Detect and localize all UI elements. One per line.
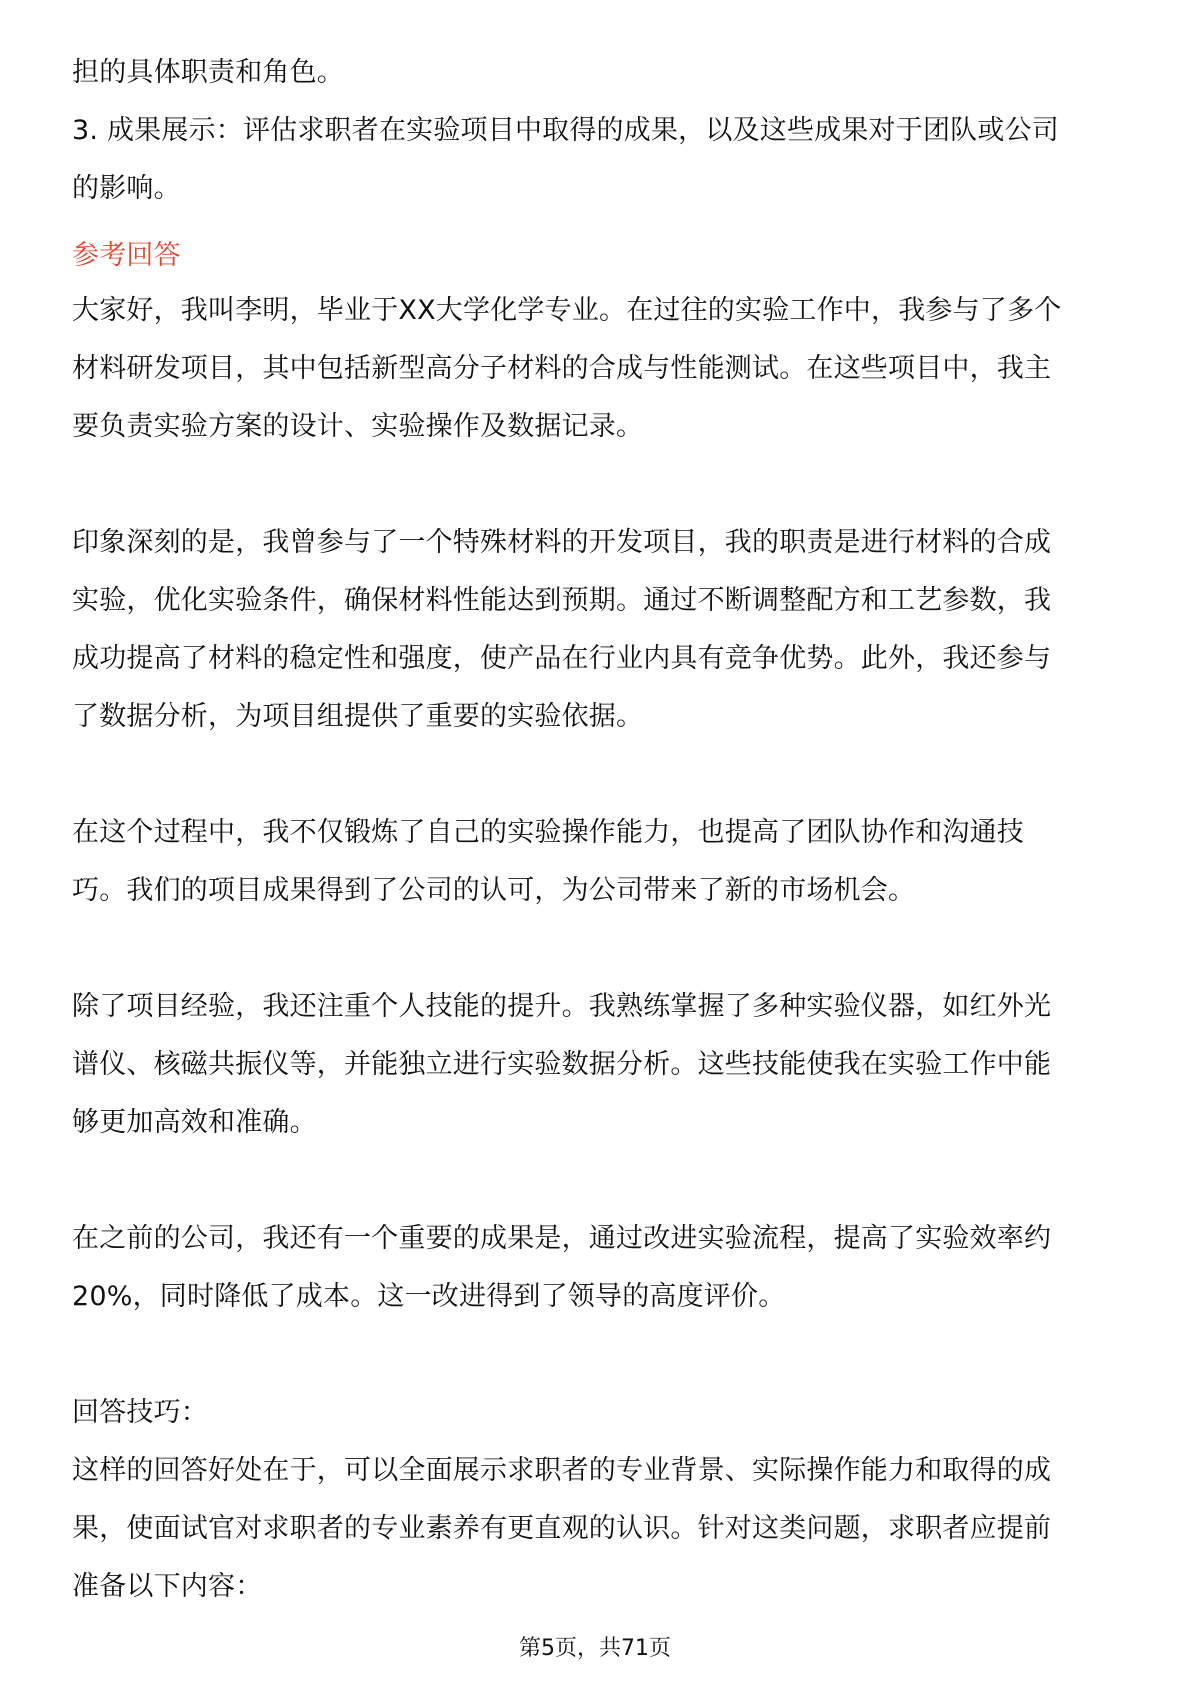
text-line: 在之前的公司，我还有一个重要的成果是，通过改进实验流程，提高了实验效率约 — [72, 1223, 1052, 1254]
answer-paragraph — [72, 282, 1122, 456]
text-line: 大家好，我叫李明，毕业于XX大学化学专业。在过往的实验工作中，我参与了多个 — [72, 295, 1062, 326]
answer-paragraph — [72, 978, 1122, 1152]
text-line: 要负责实验方案的设计、实验操作及数据记录。 — [72, 411, 644, 442]
text-line: 谱仪、核磁共振仪等，并能独立进行实验数据分析。这些技能使我在实验工作中能 — [72, 1049, 1052, 1080]
text-line: 20%，同时降低了成本。这一改进得到了领导的高度评价。 — [72, 1281, 786, 1312]
document-body — [72, 44, 1122, 1616]
text-line: 成功提高了材料的稳定性和强度，使产品在行业内具有竞争优势。此外，我还参与 — [72, 643, 1052, 674]
answer-paragraph — [72, 1210, 1122, 1326]
answer-paragraph — [72, 804, 1122, 920]
text-line: 的影响。 — [72, 173, 181, 204]
text-line: 印象深刻的是，我曾参与了一个特殊材料的开发项目，我的职责是进行材料的合成 — [72, 527, 1052, 558]
text-line: 3. 成果展示：评估求职者在实验项目中取得的成果，以及这些成果对于团队或公司 — [72, 115, 1059, 146]
text-line: 准备以下内容： — [72, 1571, 263, 1602]
text-line: 实验，优化实验条件，确保材料性能达到预期。通过不断调整配方和工艺参数，我 — [72, 585, 1052, 616]
text-line: 担的具体职责和角色。 — [72, 57, 344, 88]
answer-paragraph — [72, 514, 1122, 746]
text-line: 这样的回答好处在于，可以全面展示求职者的专业背景、实际操作能力和取得的成 — [72, 1455, 1052, 1486]
tips-heading: 回答技巧： — [72, 1397, 208, 1428]
text-line: 够更加高效和准确。 — [72, 1107, 317, 1138]
text-line: 材料研发项目，其中包括新型高分子材料的合成与性能测试。在这些项目中，我主 — [72, 353, 1052, 384]
reference-answer-heading: 参考回答 — [72, 240, 181, 271]
page-number: 第5页，共71页 — [519, 1636, 671, 1661]
tips-paragraph — [72, 1442, 1122, 1616]
text-line: 巧。我们的项目成果得到了公司的认可，为公司带来了新的市场机会。 — [72, 875, 916, 906]
text-line: 在这个过程中，我不仅锻炼了自己的实验操作能力，也提高了团队协作和沟通技 — [72, 817, 1024, 848]
text-line: 了数据分析，为项目组提供了重要的实验依据。 — [72, 701, 644, 732]
text-line: 除了项目经验，我还注重个人技能的提升。我熟练掌握了多种实验仪器，如红外光 — [72, 991, 1052, 1022]
intro-section — [72, 44, 1122, 218]
text-line: 果，使面试官对求职者的专业素养有更直观的认识。针对这类问题，求职者应提前 — [72, 1513, 1052, 1544]
